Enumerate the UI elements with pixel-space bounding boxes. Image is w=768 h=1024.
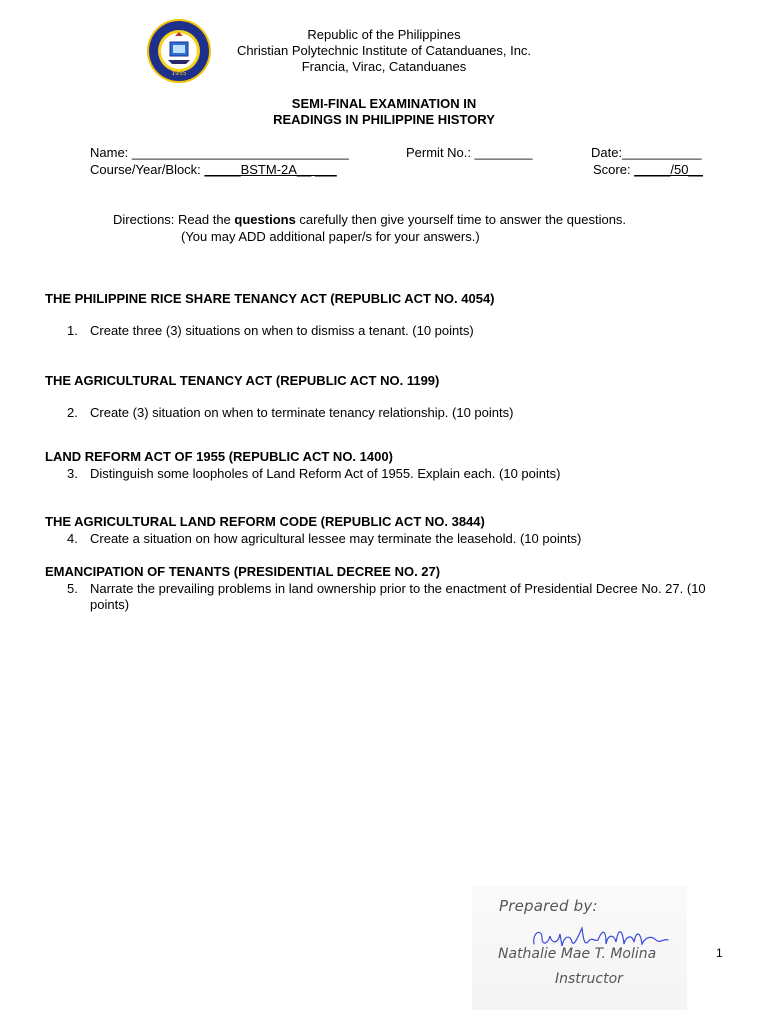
score-field	[593, 162, 703, 178]
directions-emphasis: questions	[234, 212, 296, 227]
svg-text:1955: 1955	[171, 70, 187, 77]
question-item	[67, 581, 727, 613]
date-label: Date:	[591, 145, 623, 160]
signer-role: Instructor	[555, 971, 623, 987]
score-value: _____/50__	[634, 162, 703, 177]
course-field	[90, 162, 337, 178]
permit-label: Permit No.:	[406, 145, 472, 160]
score-label: Score:	[593, 162, 631, 177]
institution-header	[0, 27, 768, 75]
question-item	[67, 405, 727, 421]
directions-note: (You may ADD additional paper/s for your answers.)	[181, 229, 480, 244]
name-field	[90, 145, 349, 161]
section-heading: THE AGRICULTURAL TENANCY ACT (REPUBLIC ACT NO. 1199)	[45, 373, 440, 388]
question-item	[67, 466, 727, 482]
page-number: 1	[716, 946, 723, 960]
question-number: 2.	[67, 405, 78, 420]
question-text: Create a situation on how agricultural lessee may terminate the leasehold. (10 points)	[90, 531, 582, 546]
permit-field	[406, 145, 532, 161]
question-number: 1.	[67, 323, 78, 338]
section-heading: THE AGRICULTURAL LAND REFORM CODE (REPUBLIC ACT NO. 3844)	[45, 514, 485, 529]
question-number: 5.	[67, 581, 78, 596]
question-number: 3.	[67, 466, 78, 481]
header-institute: Christian Polytechnic Institute of Catanduanes, Inc.	[236, 43, 532, 58]
date-blank: ___________	[622, 145, 702, 160]
section-heading: LAND REFORM ACT OF 1955 (REPUBLIC ACT NO. 1400)	[45, 449, 393, 464]
prepared-by-block	[472, 886, 687, 1010]
exam-title	[0, 96, 768, 128]
question-text: Narrate the prevailing problems in land ownership prior to the enactment of Presidential Decree No. 27. (10 points)	[90, 581, 706, 612]
name-blank: ______________________________	[131, 145, 349, 160]
question-text: Distinguish some loopholes of Land Reform Act of 1955. Explain each. (10 points)	[90, 466, 561, 481]
date-field	[591, 145, 702, 161]
exam-title-line1: SEMI-FINAL EXAMINATION IN	[291, 96, 477, 111]
question-text: Create three (3) situations on when to dismiss a tenant. (10 points)	[90, 323, 474, 338]
directions-suffix: carefully then give yourself time to answer the questions.	[295, 212, 627, 227]
question-item	[67, 531, 727, 547]
question-text: Create (3) situation on when to terminate tenancy relationship. (10 points)	[90, 405, 514, 420]
course-label: Course/Year/Block:	[90, 162, 201, 177]
exam-title-line2: READINGS IN PHILIPPINE HISTORY	[273, 112, 495, 127]
directions-prefix: Directions: Read the	[113, 212, 235, 227]
question-item	[67, 323, 727, 339]
directions	[113, 212, 626, 228]
section-heading: THE PHILIPPINE RICE SHARE TENANCY ACT (REPUBLIC ACT NO. 4054)	[45, 291, 495, 306]
question-number: 4.	[67, 531, 78, 546]
permit-blank: ________	[474, 145, 533, 160]
course-value: _____BSTM-2A__ ___	[204, 162, 337, 177]
header-republic: Republic of the Philippines	[307, 27, 461, 42]
signer-name: Nathalie Mae T. Molina	[498, 946, 657, 962]
header-address: Francia, Virac, Catanduanes	[301, 59, 467, 74]
name-label: Name:	[90, 145, 129, 160]
prepared-by-label: Prepared by:	[499, 897, 598, 915]
section-heading: EMANCIPATION OF TENANTS (PRESIDENTIAL DECREE NO. 27)	[45, 564, 441, 579]
